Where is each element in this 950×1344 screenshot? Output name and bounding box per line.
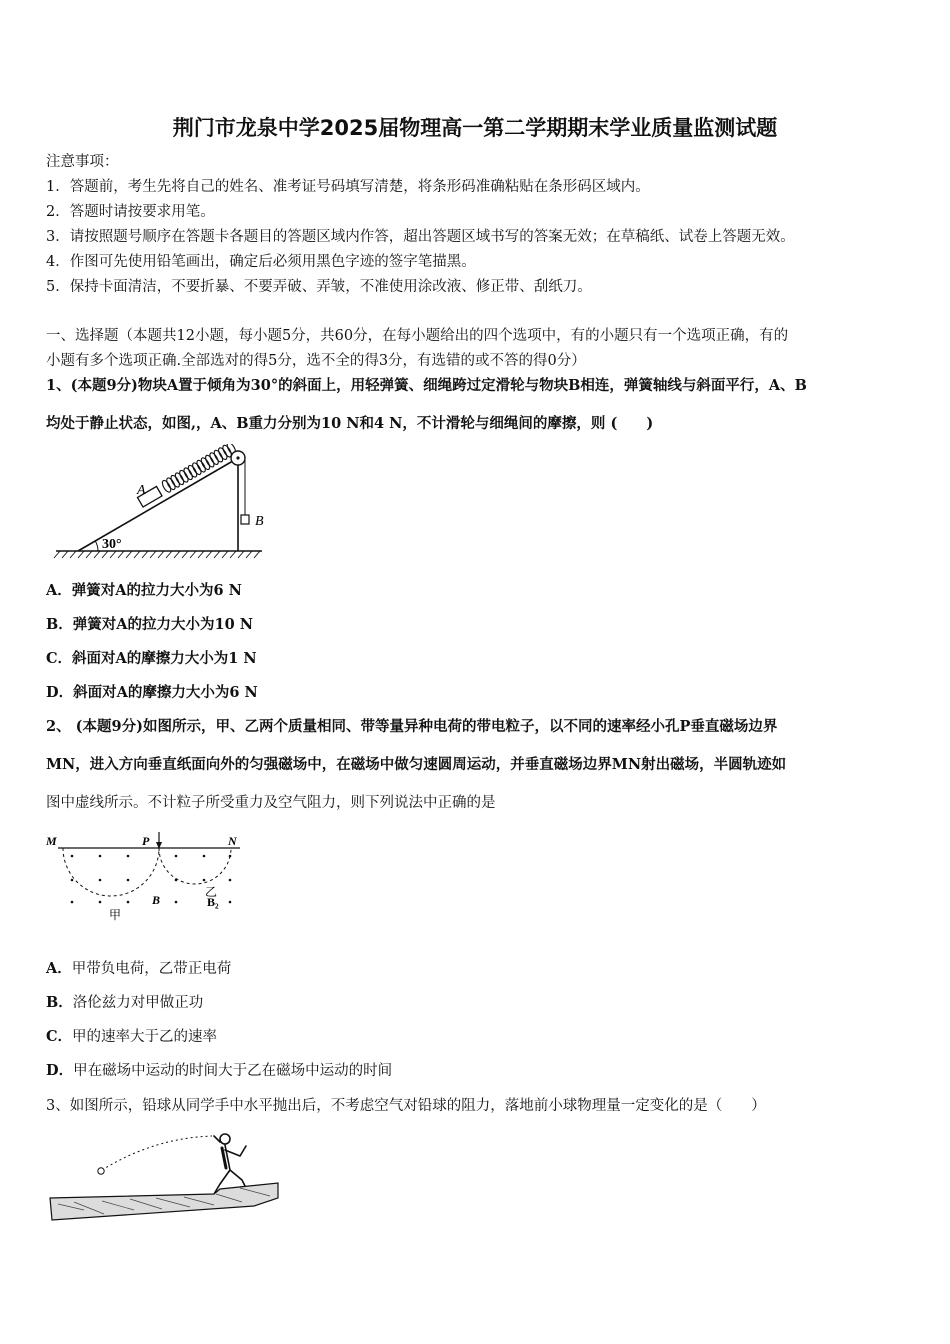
q1-option-d[interactable]: D．斜面对A的摩擦力大小为6 N xyxy=(46,684,258,701)
section-instructions-line-2: 小题有多个选项正确.全部选对的得5分，选不全的得3分，有选错的或不答的得0分） xyxy=(46,353,586,369)
label-p: P xyxy=(142,834,150,848)
ball-trajectory xyxy=(102,1136,212,1170)
q2-option-b[interactable]: B．洛伦兹力对甲做正功 xyxy=(46,994,204,1011)
q3-stem-line-1: 3、如图所示，铅球从同学手中水平抛出后，不考虑空气对铅球的阻力，落地前小球物理量一定变化的是（ ） xyxy=(46,1098,766,1114)
thrower-figure xyxy=(214,1134,248,1194)
notice-heading: 注意事项： xyxy=(46,154,119,170)
page-title: 荆门市龙泉中学2025届物理高一第二学期期末学业质量监测试题 xyxy=(172,116,778,140)
trajectory-jia xyxy=(63,848,159,896)
pulley-axle xyxy=(236,456,239,459)
angle-arc xyxy=(95,541,98,551)
label-yi: 乙 xyxy=(205,885,218,899)
q1-option-c[interactable]: C．斜面对A的摩擦力大小为1 N xyxy=(46,650,257,667)
q2-option-c[interactable]: C．甲的速率大于乙的速率 xyxy=(46,1028,218,1045)
notice-item-1: 1．答题前，考生先将自己的姓名、准考证号码填写清楚，将条形码准确粘贴在条形码区域内。 xyxy=(46,179,650,195)
angle-label: 30° xyxy=(102,537,122,552)
q1-incline-figure xyxy=(48,444,278,562)
shot-ball xyxy=(98,1168,104,1174)
q1-stem-line-2: 均处于静止状态，如图,，A、B重力分别为10 N和4 N，不计滑轮与细绳间的摩擦，则 ( ) xyxy=(46,415,654,432)
trajectory-yi xyxy=(159,848,231,884)
label-m: M xyxy=(46,834,57,848)
label-b2: B₂ xyxy=(207,895,219,909)
spring-coil xyxy=(161,444,238,493)
label-n: N xyxy=(228,834,237,848)
block-b-label: B xyxy=(255,514,264,529)
q2-stem-line-3: 图中虚线所示。不计粒子所受重力及空气阻力，则下列说法中正确的是 xyxy=(46,795,496,811)
q1-option-a[interactable]: A．弹簧对A的拉力大小为6 N xyxy=(46,582,242,599)
q1-stem-line-1: 1、(本题9分)物块A置于倾角为30°的斜面上，用轻弹簧、细绳跨过定滑轮与物块B相连，弹簧轴线与斜面平行，A、B xyxy=(46,377,807,394)
block-b xyxy=(241,515,249,524)
label-b: B xyxy=(152,893,161,907)
q2-stem-line-2: MN，进入方向垂直纸面向外的匀强磁场中，在磁场中做匀速圆周运动，并垂直磁场边界MN射出磁场，半圆轨迹如 xyxy=(46,756,787,773)
q1-option-b[interactable]: B．弹簧对A的拉力大小为10 N xyxy=(46,616,253,633)
label-jia: 甲 xyxy=(109,908,122,922)
q2-option-a[interactable]: A．甲带负电荷，乙带正电荷 xyxy=(46,960,232,977)
notice-item-2: 2．答题时请按要求用笔。 xyxy=(46,204,215,220)
q2-stem-line-1: 2、 (本题9分)如图所示，甲、乙两个质量相同、带等量异种电荷的带电粒子，以不同的速率经小孔P垂直磁场边界 xyxy=(46,718,778,735)
section-instructions-line-1: 一、选择题（本题共12小题，每小题5分，共60分，在每小题给出的四个选项中，有的小题只有一个选项正确，有的 xyxy=(46,328,789,344)
block-a-label: A xyxy=(137,483,146,498)
notice-item-4: 4．作图可先使用铅笔画出，确定后必须用黑色字迹的签字笔描黑。 xyxy=(46,254,476,270)
notice-item-3: 3．请按照题号顺序在答题卡各题目的答题区域内作答，超出答题区域书写的答案无效；在草稿纸、试卷上答题无效。 xyxy=(46,229,795,245)
q2-magnetic-field-figure xyxy=(44,828,254,924)
q2-option-d[interactable]: D．甲在磁场中运动的时间大于乙在磁场中运动的时间 xyxy=(46,1062,393,1079)
ground-line xyxy=(54,551,262,558)
notice-item-5: 5．保持卡面清洁，不要折暴、不要弄破、弄皱，不准使用涂改液、修正带、刮纸刀。 xyxy=(46,279,592,295)
q3-shot-put-figure xyxy=(44,1126,284,1226)
ground-slab xyxy=(50,1183,278,1220)
